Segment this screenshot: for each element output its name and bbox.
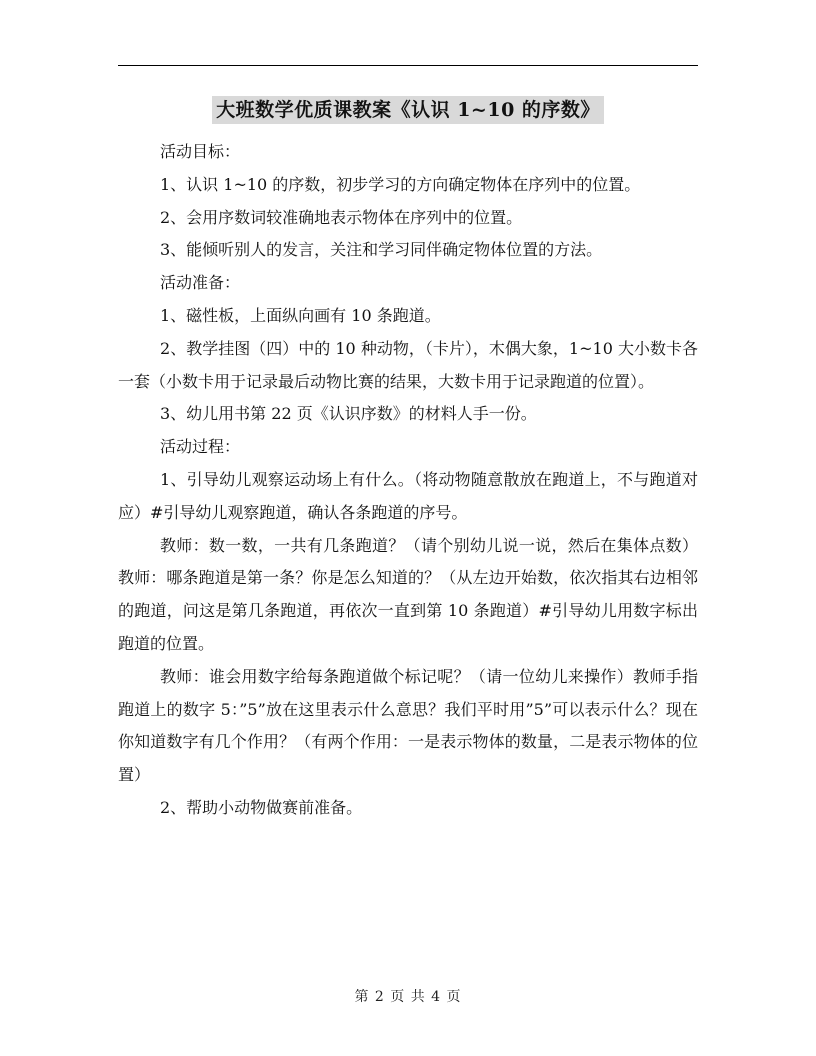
title-container: [0, 96, 816, 124]
document-body: [118, 136, 698, 825]
paragraph: 教师：数一数，一共有几条跑道？（请个别幼儿说一说，然后在集体点数）教师：哪条跑道是第一条？你是怎么知道的？（从左边开始数，依次指其右边相邻的跑道，问这是第几条跑道，再依次一直到第 10 条跑道）#引导幼儿用数字标出跑道的位置。: [118, 535, 698, 653]
paragraph: 1、引导幼儿观察运动场上有什么。（将动物随意散放在跑道上，不与跑道对应）#引导幼儿观察跑道，确认各条跑道的序号。: [118, 469, 698, 522]
paragraph: 3、能倾听别人的发言，关注和学习同伴确定物体位置的方法。: [160, 240, 603, 260]
section-heading-preparation: 活动准备：: [160, 273, 241, 293]
paragraph: 1、磁性板，上面纵向画有 10 条跑道。: [160, 305, 441, 325]
section-heading-process: 活动过程：: [160, 437, 241, 457]
paragraph: 2、教学挂图（四）中的 10 种动物，（卡片），木偶大象，1~10 大小数卡各一套（小数卡用于记录最后动物比赛的结果，大数卡用于记录跑道的位置）。: [118, 338, 698, 391]
paragraph: 教师：谁会用数字给每条跑道做个标记呢？（请一位幼儿来操作）教师手指跑道上的数字 5：”5”放在这里表示什么意思？我们平时用”5”可以表示什么？现在你知道数字有几个作用？（有两个作用：一是表示物体的数量，二是表示物体的位置）: [118, 666, 698, 785]
paragraph: 2、会用序数词较准确地表示物体在序列中的位置。: [160, 207, 523, 227]
paragraph: 3、幼儿用书第 22 页《认识序数》的材料人手一份。: [160, 404, 537, 424]
paragraph: 1、认识 1~10 的序数，初步学习的方向确定物体在序列中的位置。: [160, 174, 641, 194]
paragraph: 2、帮助小动物做赛前准备。: [160, 797, 363, 817]
section-heading-goals: 活动目标：: [160, 142, 241, 161]
page-number-footer: 第 2 页 共 4 页: [354, 989, 462, 1005]
header-rule: [118, 65, 698, 66]
document-title: 大班数学优质课教案《认识 1~10 的序数》: [212, 96, 604, 124]
